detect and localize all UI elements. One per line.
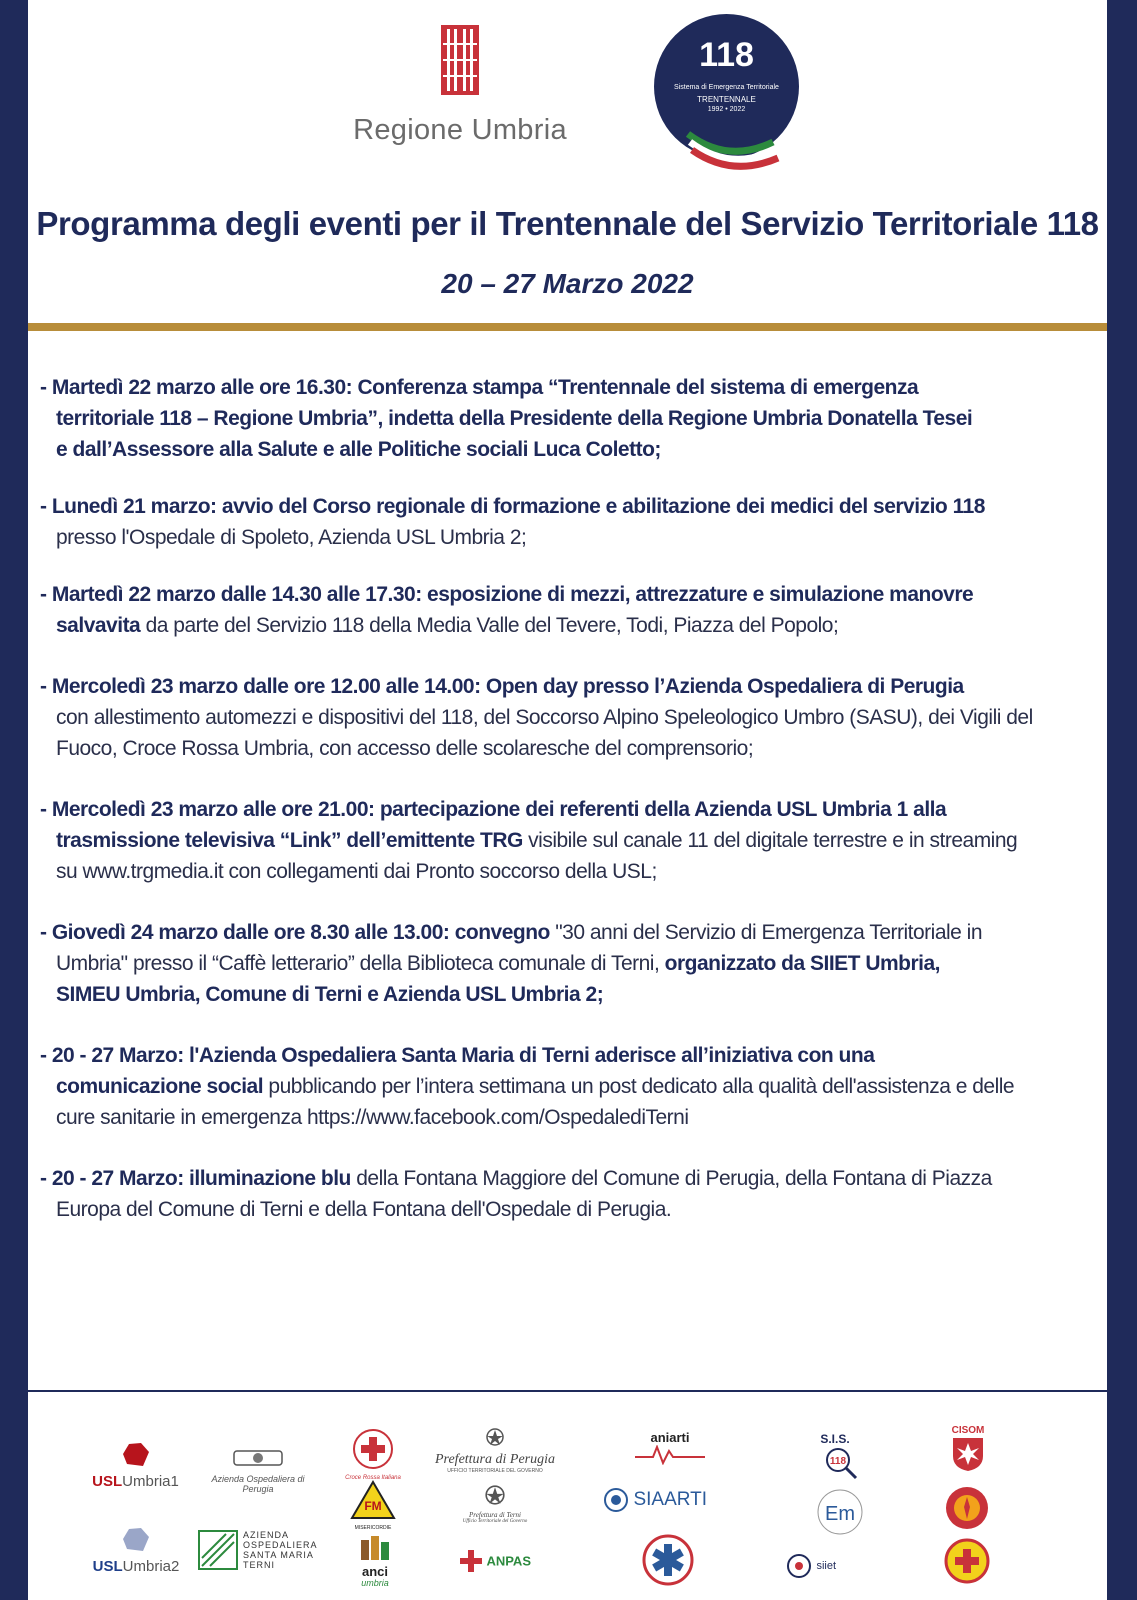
simeu-label: Em	[825, 1503, 855, 1525]
right-frame-bar	[1107, 0, 1137, 1600]
regione-umbria-logo	[330, 25, 590, 155]
sis-118-logo	[805, 1432, 865, 1485]
siiet-logo	[786, 1553, 896, 1579]
ao-terni-mark-icon	[198, 1530, 238, 1570]
event-item: - Lunedì 21 marzo: avvio del Corso regionale di formazione e abilitazione dei medici del servizio 118 presso l'Ospedale di Spoleto, Azienda USL Umbria 2;	[40, 495, 985, 549]
event-4-line-1: Mercoledì 23 marzo dalle ore 12.00 alle 14.00: Open day presso l’Azienda Ospedaliera di Perugia	[51, 675, 964, 698]
usl-umbria-1-logo	[88, 1442, 183, 1490]
usl2-label-b: Umbria2	[122, 1558, 180, 1575]
anpas-logo	[460, 1550, 540, 1572]
event-7-line-2: pubblicando per l’intera settimana un post dedicato alla qualità dell'assistenza e delle	[263, 1075, 1015, 1098]
italian-emblem-icon	[485, 1427, 505, 1447]
event-item: - Mercoledì 23 marzo dalle ore 12.00 alle 14.00: Open day presso l’Azienda Ospedaliera di Perugia con allestimento automezzi e dispositivi del 118, del Soccorso Alpino Speleologico Umbro (SASU), dei Vigili del Fuoco, Croce Rossa Umbria, con accesso delle scolaresche del comprensorio;	[40, 675, 1033, 760]
event-3-line-2-bold: salvavita	[56, 614, 141, 637]
usl2-map-icon	[121, 1527, 151, 1553]
event-5-line-2: visibile sul canale 11 del digitale terrestre e in streaming	[522, 829, 1018, 852]
soccorso-alpino-emblem-icon	[944, 1538, 990, 1584]
italian-flag-ribbon-icon	[648, 14, 800, 174]
badge-line3: 1992 • 2022	[707, 106, 746, 113]
maltese-cross-shield-icon	[951, 1436, 985, 1472]
aniarti-label: aniarti	[650, 1430, 690, 1445]
ao-terni-logo	[198, 1530, 318, 1570]
event-8-line-1-bold: 20 - 27 Marzo: illuminazione blu	[51, 1167, 351, 1190]
sis-number: 118	[829, 1456, 847, 1467]
event-5-line-2-bold: trasmissione televisiva “Link” dell’emittente TRG	[56, 829, 523, 852]
usl1-label-a: USL	[92, 1473, 123, 1490]
siaarti-globe-icon	[603, 1487, 629, 1513]
ao-terni-line-3: SANTA MARIA	[243, 1550, 314, 1560]
svg-text:FM: FM	[364, 1499, 382, 1513]
event-5-line-1: Mercoledì 23 marzo alle ore 21.00: partecipazione dei referenti della Azienda USL Umbria 1 alla	[51, 798, 947, 821]
soccorso-alpino-logo	[944, 1538, 990, 1589]
event-7-line-1: 20 - 27 Marzo: l'Azienda Ospedaliera Santa Maria di Terni aderisce all’iniziativa con una	[51, 1044, 875, 1067]
umbria-emblem-icon	[441, 25, 479, 95]
regione-umbria-name: Regione Umbria	[353, 114, 567, 146]
anci-umbria-logo	[350, 1534, 400, 1588]
ao-terni-line-4: TERNI	[243, 1560, 275, 1570]
event-3-line-2: da parte del Servizio 118 della Media Valle del Tevere, Todi, Piazza del Popolo;	[140, 614, 839, 637]
vigili-fuoco-emblem-icon	[944, 1485, 990, 1531]
gold-divider	[28, 323, 1107, 331]
italian-emblem-icon	[484, 1484, 506, 1506]
usl1-label-b: Umbria1	[122, 1473, 179, 1490]
anci-sub-label: umbria	[361, 1578, 389, 1588]
event-2-line-2: presso l'Ospedale di Spoleto, Azienda USL Umbria 2;	[56, 526, 527, 549]
croce-rossa-label: Croce Rossa Italiana	[345, 1475, 401, 1481]
event-8-line-1: della Fontana Maggiore del Comune di Perugia, della Fontana di Piazza	[350, 1167, 992, 1190]
event-6-line-2-bold: organizzato da SIIET Umbria,	[664, 952, 941, 975]
misericordie-label: MISERICORDIE	[354, 1525, 392, 1531]
bottom-divider	[28, 1390, 1107, 1392]
siiet-badge-icon	[786, 1553, 812, 1579]
page-title: Programma degli eventi per il Trentennale del Servizio Territoriale 118	[36, 205, 1099, 242]
usl1-map-icon	[121, 1442, 151, 1468]
event-2-line-1: Lunedì 21 marzo: avvio del Corso regionale di formazione e abilitazione dei medici del servizio 118	[51, 495, 985, 518]
event-4-line-3: Fuoco, Croce Rossa Umbria, con accesso delle scolaresche del comprensorio;	[56, 737, 754, 760]
siaarti-logo	[603, 1487, 718, 1513]
anci-label: anci	[361, 1564, 388, 1579]
usl2-label-a: USL	[92, 1558, 123, 1575]
event-item: - Mercoledì 23 marzo alle ore 21.00: partecipazione dei referenti della Azienda USL Umbria 1 alla trasmissione televisiva “Link” dell’emittente TRG visibile sul canale 11 del digitale terrestre e in streaming su www.trgmedia.it con collegamenti dai Pronto soccorso della USL;	[40, 798, 1018, 883]
left-frame-bar	[0, 0, 28, 1600]
event-4-line-2: con allestimento automezzi e dispositivi del 118, del Soccorso Alpino Speleologico Umbro (SASU), dei Vigili del	[56, 706, 1033, 729]
prefettura-perugia-label: Prefettura di Perugia	[434, 1452, 556, 1467]
badge-line2: TRENTENNALE	[697, 95, 756, 104]
event-6-line-1-bold: Giovedì 24 marzo dalle ore 8.30 alle 13.00: convegno	[51, 921, 550, 944]
usl-umbria-2-logo	[86, 1527, 186, 1575]
emergency-star-logo	[638, 1534, 698, 1591]
prefettura-terni-logo	[455, 1484, 535, 1524]
aniarti-logo	[630, 1430, 710, 1470]
badge-118-trentennale	[648, 14, 800, 159]
ao-terni-line-2: OSPEDALIERA	[243, 1540, 318, 1550]
sis-label: S.I.S.	[820, 1432, 850, 1446]
simeu-circle-icon	[812, 1488, 868, 1536]
star-of-life-icon	[638, 1534, 698, 1586]
vigili-fuoco-logo	[944, 1485, 990, 1536]
event-item: - Martedì 22 marzo alle ore 16.30: Conferenza stampa “Trentennale del sistema di emergenza territoriale 118 – Regione Umbria”, indetta della Presidente della Regione Umbria Donatella Tesei e dall’Assessore alla Salute e alle Politiche sociali Luca Coletto;	[40, 376, 973, 461]
cisom-logo	[948, 1425, 988, 1477]
event-7-line-3: cure sanitarie in emergenza https://www.facebook.com/OspedalediTerni	[56, 1106, 689, 1129]
event-item: - Martedì 22 marzo dalle 14.30 alle 17.30: esposizione di mezzi, attrezzature e simulazione manovre salvavita da parte del Servizio 118 della Media Valle del Tevere, Todi, Piazza del Popolo;	[40, 583, 974, 637]
red-cross-icon	[352, 1428, 394, 1470]
magnifier-icon	[810, 1446, 860, 1480]
anpas-cross-icon	[460, 1550, 482, 1572]
event-6-line-2: Umbria" presso il “Caffè letterario” della Biblioteca comunale di Terni,	[56, 952, 665, 975]
event-1-line-3: e dall’Assessore alla Salute e alle Politiche sociali Luca Coletto;	[56, 438, 661, 461]
prefettura-terni-sub: Ufficio Territoriale del Governo	[462, 1519, 528, 1524]
event-8-line-2: Europa del Comune di Terni e della Fontana dell'Ospedale di Perugia.	[56, 1198, 672, 1221]
event-item: - Giovedì 24 marzo dalle ore 8.30 alle 13.00: convegno "30 anni del Servizio di Emergenza Territoriale in Umbria" presso il “Caffè letterario” della Biblioteca comunale di Terni, organizzato da SIIET Umbria, SIMEU Umbria, Comune di Terni e Azienda USL Umbria 2;	[40, 921, 983, 1006]
anci-towers-icon	[357, 1534, 393, 1560]
event-1-line-2: territoriale 118 – Regione Umbria”, indetta della Presidente della Regione Umbria Donatella Tesei	[56, 407, 973, 430]
event-6-line-1: "30 anni del Servizio di Emergenza Territoriale in	[549, 921, 983, 944]
badge-number: 118	[699, 36, 754, 74]
cisom-label: CISOM	[951, 1425, 985, 1436]
event-5-line-3: su www.trgmedia.it con collegamenti dai Pronto soccorso della USL;	[56, 860, 657, 883]
siiet-label: siiet	[816, 1560, 837, 1572]
misericordie-triangle-icon	[350, 1480, 396, 1520]
event-7-line-2-bold: comunicazione social	[56, 1075, 264, 1098]
ao-perugia-logo	[198, 1447, 318, 1494]
prefettura-perugia-sub: UFFICIO TERRITORIALE DEL GOVERNO	[447, 1468, 543, 1474]
siaarti-label: SIAARTI	[633, 1489, 708, 1510]
event-dates: 20 – 27 Marzo 2022	[441, 268, 694, 299]
event-3-line-1: Martedì 22 marzo dalle 14.30 alle 17.30: esposizione di mezzi, attrezzature e simulazione manovre	[51, 583, 974, 606]
event-item: - 20 - 27 Marzo: l'Azienda Ospedaliera Santa Maria di Terni aderisce all’iniziativa con una comunicazione social pubblicando per l’intera settimana un post dedicato alla qualità dell'assistenza e delle cure sanitarie in emergenza https://www.facebook.com/OspedalediTerni	[40, 1044, 1015, 1129]
badge-line1: Sistema di Emergenza Territoriale	[674, 84, 779, 91]
events-list	[40, 372, 1080, 1251]
croce-rossa-logo	[343, 1428, 403, 1481]
ao-perugia-crest-icon	[228, 1447, 288, 1469]
anpas-label: ANPAS	[486, 1553, 531, 1569]
event-item: - 20 - 27 Marzo: illuminazione blu della Fontana Maggiore del Comune di Perugia, della Fontana di Piazza Europa del Comune di Terni e della Fontana dell'Ospedale di Perugia.	[40, 1167, 992, 1221]
heartbeat-icon	[635, 1445, 705, 1465]
prefettura-terni-label: Prefettura di Terni	[469, 1511, 521, 1519]
misericordie-logo	[343, 1480, 403, 1531]
simeu-logo	[812, 1488, 868, 1541]
prefettura-perugia-logo	[430, 1427, 560, 1474]
ao-terni-line-1: AZIENDA	[243, 1530, 290, 1540]
ao-perugia-label: Azienda Ospedaliera di Perugia	[211, 1474, 305, 1494]
event-6-line-3: SIMEU Umbria, Comune di Terni e Azienda USL Umbria 2;	[56, 983, 604, 1006]
event-1-line-1: Martedì 22 marzo alle ore 16.30: Conferenza stampa “Trentennale del sistema di emergenza	[51, 376, 919, 399]
